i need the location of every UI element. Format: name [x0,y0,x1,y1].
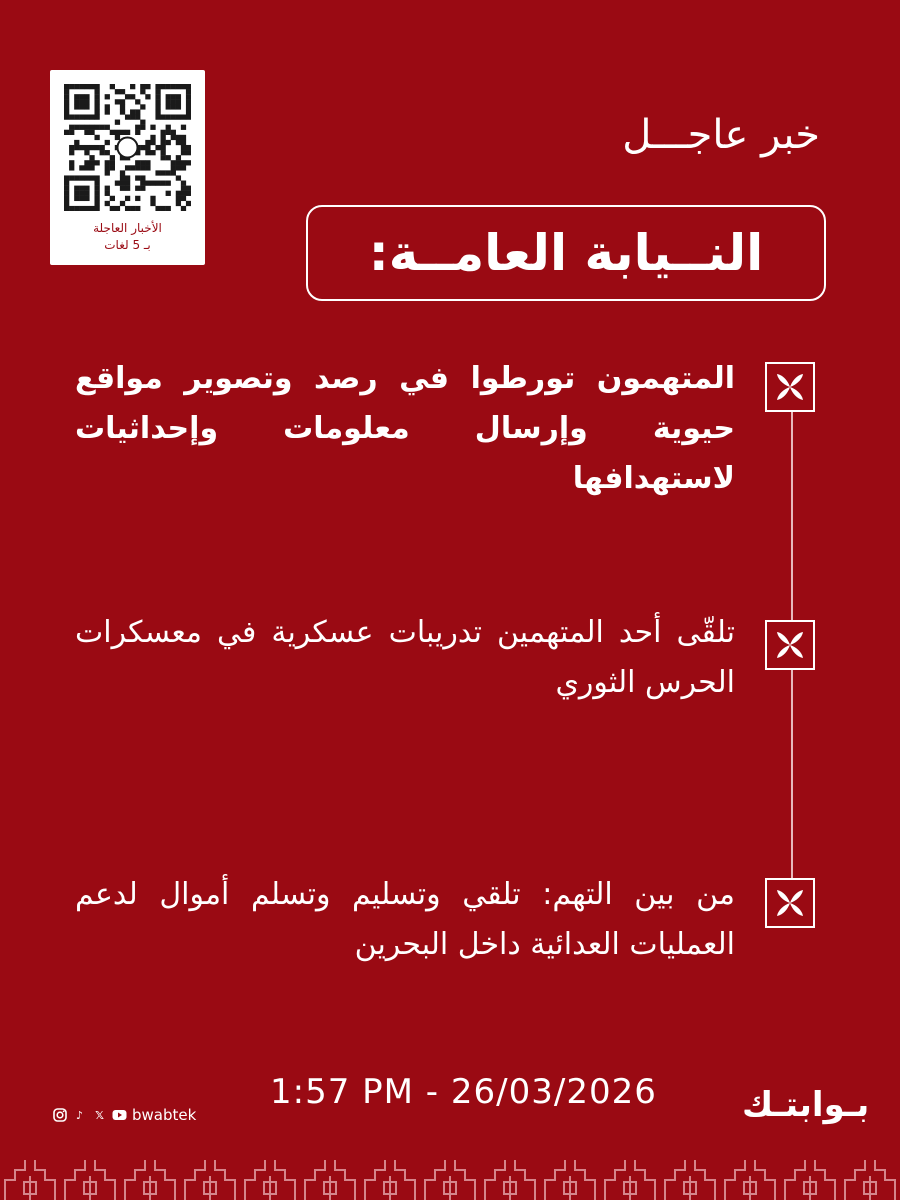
brand-logo: بـوابتـك [742,1085,870,1125]
x-icon[interactable]: 𝕏 [95,1108,104,1122]
social-handle[interactable]: bwabtek [132,1106,197,1124]
bullet-marker-1 [765,362,815,412]
qr-caption-line-2: بـ 5 لغات [104,238,151,252]
headline-title: النــيابة العامــة: [368,224,764,282]
news-item-3: من بين التهم: تلقي وتسليم وتسلم أموال لدعم العمليات العدائية داخل البحرين [75,877,735,962]
flower-icon [775,888,805,918]
youtube-icon[interactable] [112,1108,127,1123]
instagram-icon[interactable] [52,1108,67,1123]
flower-icon [775,372,805,402]
tiktok-icon[interactable]: ♪ [75,1108,84,1122]
news-item-1: المتهمون تورطوا في رصد وتصوير مواقع حيوية وإرسال معلومات وإحداثيات لاستهدافها [75,361,735,496]
bullet-marker-3 [765,878,815,928]
social-links [52,1106,196,1124]
news-item-2: تلقّى أحد المتهمين تدريبات عسكرية في معسكرات الحرس الثوري [75,615,735,700]
qr-caption-line-1: الأخبار العاجلة [93,221,162,235]
qr-code-image [64,84,191,211]
bullet-marker-2 [765,620,815,670]
qr-code-card[interactable] [50,70,205,265]
decorative-pattern-border [0,1160,900,1200]
flower-icon [775,630,805,660]
headline-box [306,205,826,301]
timestamp: 1:57 PM - 26/03/2026 [270,1072,657,1112]
qr-caption [50,220,205,254]
breaking-news-kicker: خبر عاجـــل [622,112,820,158]
